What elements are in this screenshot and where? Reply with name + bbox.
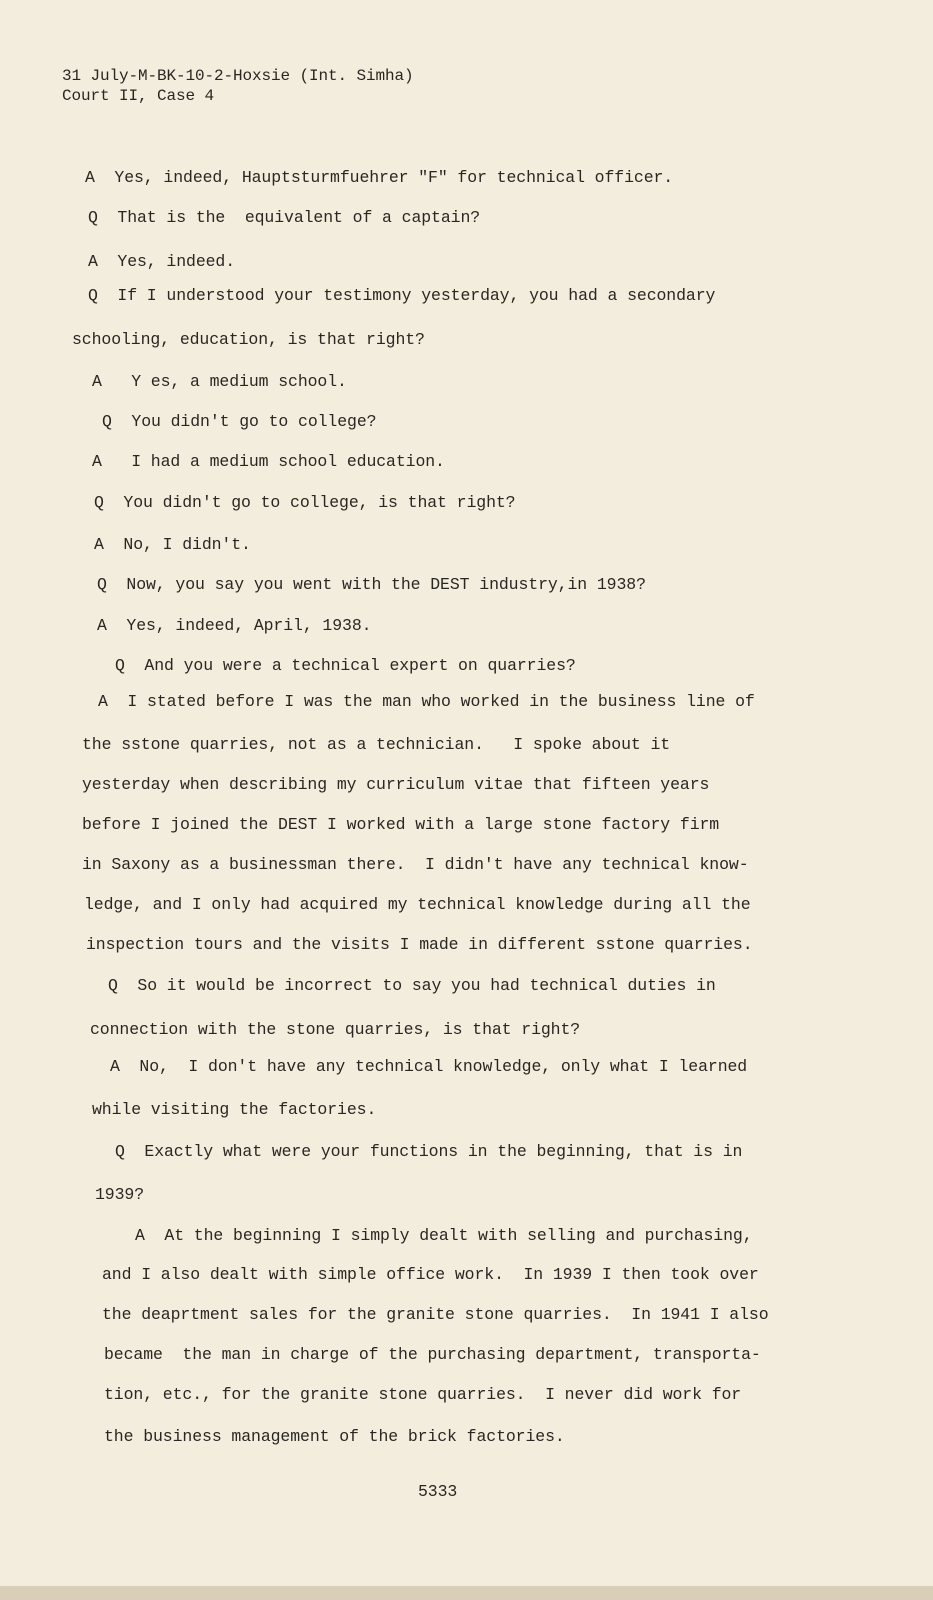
page-edge [0, 1586, 933, 1600]
transcript-line: before I joined the DEST I worked with a large stone factory firm [82, 815, 720, 834]
transcript-line: schooling, education, is that right? [72, 330, 425, 349]
transcript-line: A I stated before I was the man who worked in the business line of [98, 692, 755, 711]
transcript-line: the deaprtment sales for the granite stone quarries. In 1941 I also [102, 1305, 769, 1324]
transcript-line: Q That is the equivalent of a captain? [88, 208, 481, 227]
transcript-line: the business management of the brick factories. [104, 1427, 565, 1446]
transcript-line: Q If I understood your testimony yesterday, you had a secondary [88, 286, 716, 305]
transcript-line: Q You didn't go to college? [102, 412, 377, 431]
transcript-line: inspection tours and the visits I made in different sstone quarries. [86, 935, 753, 954]
transcript-line: yesterday when describing my curriculum vitae that fifteen years [82, 775, 710, 794]
transcript-line: A Yes, indeed, April, 1938. [97, 616, 372, 635]
transcript-line: Q So it would be incorrect to say you had technical duties in [108, 976, 716, 995]
transcript-line: and I also dealt with simple office work. In 1939 I then took over [102, 1265, 759, 1284]
transcript-line: while visiting the factories. [92, 1100, 377, 1119]
transcript-line: tion, etc., for the granite stone quarries. I never did work for [104, 1385, 742, 1404]
transcript-line: 1939? [95, 1185, 145, 1204]
transcript-line: A No, I didn't. [94, 535, 251, 554]
header-line-2: Court II, Case 4 [62, 87, 215, 105]
page-number: 5333 [418, 1482, 458, 1501]
transcript-line: ledge, and I only had acquired my technical knowledge during all the [84, 895, 751, 914]
transcript-line: A Yes, indeed, Hauptsturmfuehrer "F" for technical officer. [85, 168, 674, 187]
transcript-line: A Yes, indeed. [88, 252, 236, 271]
transcript-line: the sstone quarries, not as a technician. I spoke about it [82, 735, 671, 754]
transcript-line: A I had a medium school education. [92, 452, 445, 471]
transcript-line: A At the beginning I simply dealt with selling and purchasing, [135, 1226, 753, 1245]
transcript-line: Q Now, you say you went with the DEST industry,in 1938? [97, 575, 646, 594]
transcript-line: became the man in charge of the purchasing department, transporta- [104, 1345, 761, 1364]
transcript-line: Q You didn't go to college, is that right? [94, 493, 516, 512]
transcript-line: connection with the stone quarries, is that right? [90, 1020, 581, 1039]
transcript-line: in Saxony as a businessman there. I didn't have any technical know- [82, 855, 749, 874]
transcript-line: Q And you were a technical expert on quarries? [115, 656, 576, 675]
transcript-line: A No, I don't have any technical knowledge, only what I learned [110, 1057, 748, 1076]
transcript-line: Q Exactly what were your functions in the beginning, that is in [115, 1142, 743, 1161]
header-line-1: 31 July-M-BK-10-2-Hoxsie (Int. Simha) [62, 67, 414, 85]
transcript-line: A Y es, a medium school. [92, 372, 347, 391]
